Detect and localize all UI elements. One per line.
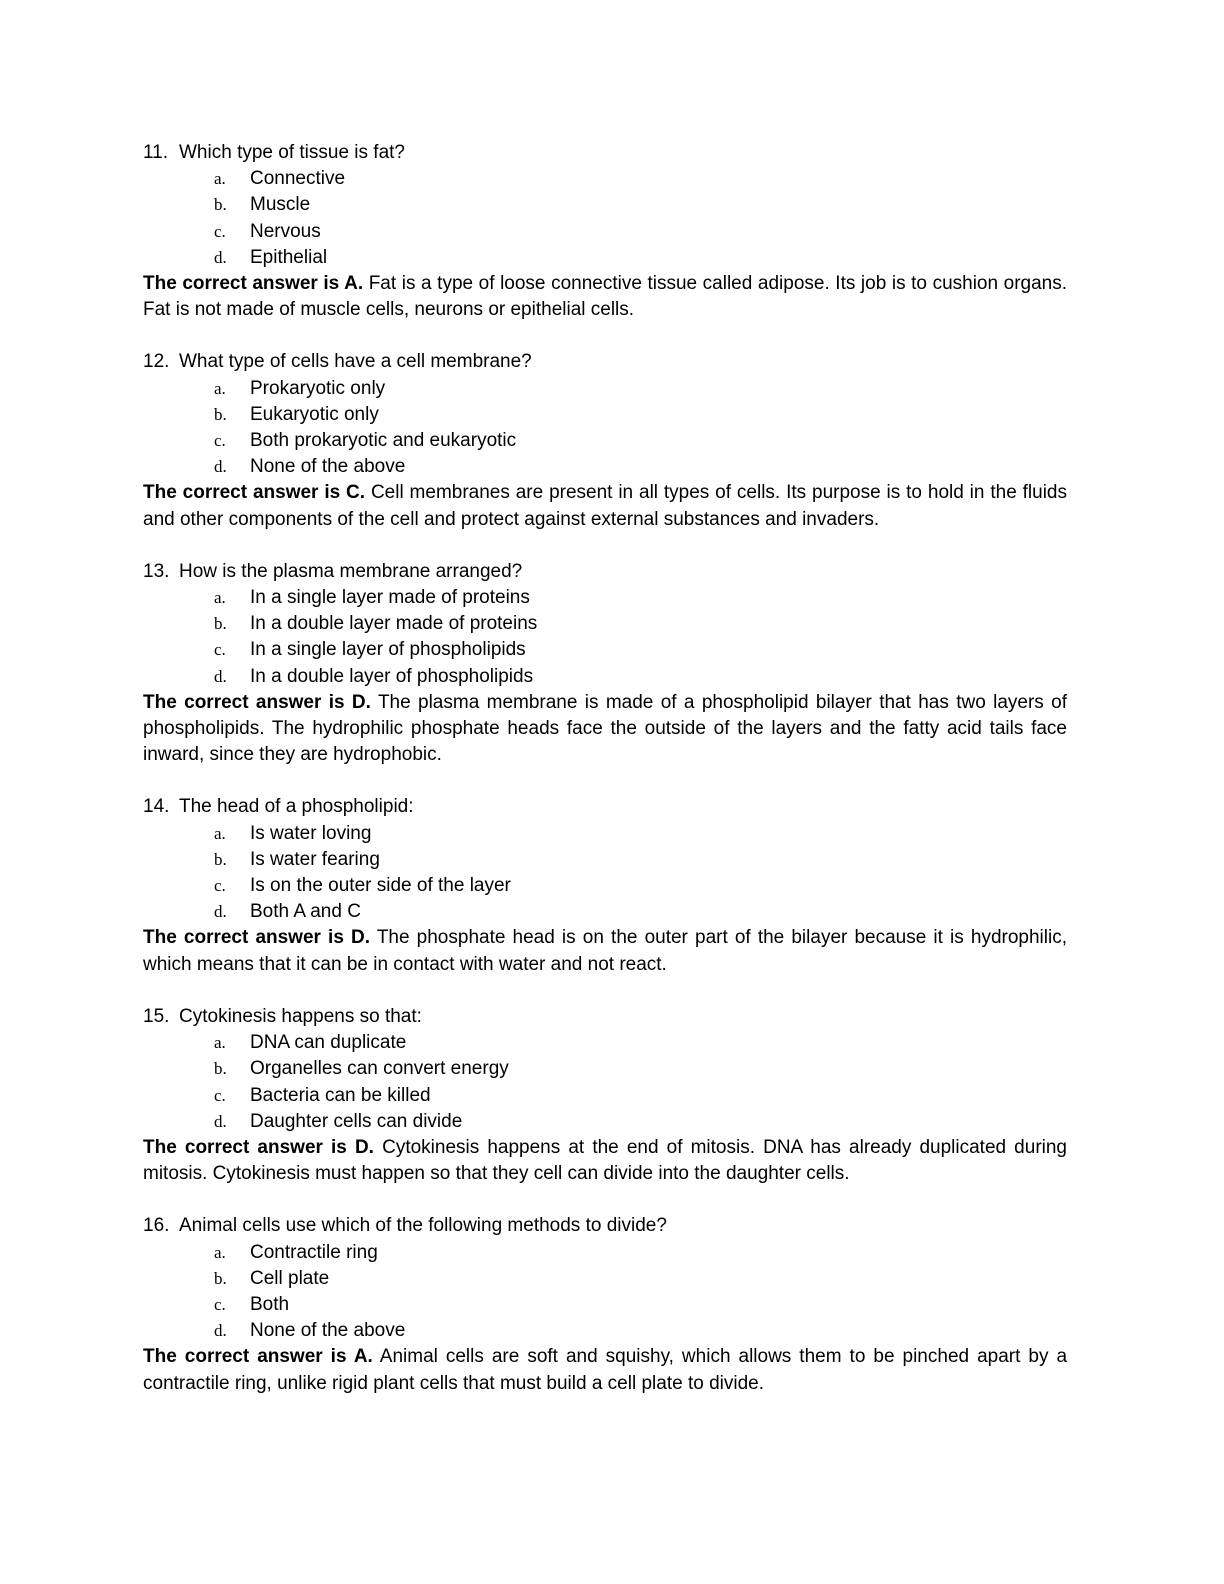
answer-explanation: Fat is a type of loose connective tissue called adipose. Its job is to cushion organs. Fat is not made of muscle cells, neurons or epithelial cells. — [143, 273, 1068, 321]
answer-paragraph — [143, 690, 1067, 769]
answer-label: The correct answer is D. — [143, 1136, 374, 1158]
question-text: Animal cells use which of the following methods to divide? — [179, 1215, 667, 1237]
option-item — [143, 428, 1067, 454]
question-number: 14. — [143, 796, 170, 818]
option-text: Is water fearing — [250, 848, 380, 870]
option-letter: a. — [214, 1033, 226, 1053]
question-line — [143, 794, 1067, 820]
option-letter: d. — [214, 666, 227, 686]
option-letter: d. — [214, 247, 227, 267]
answer-explanation: The phosphate head is on the outer part of the bilayer because it is hydrophilic, which means that it can be in contact with water and not react. — [143, 927, 1067, 975]
answer-label: The correct answer is A. — [143, 273, 364, 295]
option-item — [143, 454, 1067, 480]
option-item — [143, 873, 1067, 899]
answer-paragraph — [143, 1135, 1067, 1187]
option-item — [143, 1240, 1067, 1266]
option-letter: b. — [214, 1268, 227, 1288]
option-letter: a. — [214, 169, 226, 189]
question-text: The head of a phospholipid: — [179, 796, 414, 818]
option-text: Is on the outer side of the layer — [250, 875, 511, 897]
option-list — [143, 166, 1067, 271]
question-number: 13. — [143, 560, 170, 582]
question-line — [143, 1213, 1067, 1239]
answer-explanation: Cytokinesis happens at the end of mitosis. DNA has already duplicated during mitosis. Cytokinesis must happen so that they cell can divide into the daughter cells. — [143, 1136, 1068, 1185]
option-letter: a. — [214, 1242, 226, 1262]
option-item — [143, 1030, 1067, 1056]
option-text: DNA can duplicate — [250, 1032, 407, 1054]
option-text: Bacteria can be killed — [250, 1084, 431, 1106]
option-letter: d. — [214, 1321, 227, 1341]
option-letter: a. — [214, 823, 226, 843]
option-list — [143, 376, 1067, 481]
option-item — [143, 1292, 1067, 1318]
option-item — [143, 847, 1067, 873]
option-text: In a single layer made of proteins — [250, 587, 530, 609]
option-text: Both — [250, 1293, 290, 1315]
question-number: 16. — [143, 1215, 170, 1237]
option-list — [143, 585, 1067, 690]
answer-paragraph — [143, 271, 1067, 323]
option-letter: c. — [214, 221, 226, 241]
option-text: In a double layer of phospholipids — [250, 665, 534, 687]
question-16 — [143, 1213, 1067, 1396]
document-page — [143, 140, 1067, 1423]
option-letter: b. — [214, 614, 227, 634]
option-item — [143, 245, 1067, 271]
question-number: 15. — [143, 1005, 170, 1027]
option-item — [143, 1109, 1067, 1135]
option-letter: d. — [214, 1111, 227, 1131]
question-number: 11. — [143, 142, 169, 163]
option-text: Muscle — [250, 194, 311, 216]
option-letter: d. — [214, 902, 227, 922]
option-text: Both A and C — [250, 901, 361, 923]
option-list — [143, 1030, 1067, 1135]
option-letter: b. — [214, 404, 227, 424]
question-text: How is the plasma membrane arranged? — [179, 560, 523, 582]
answer-paragraph — [143, 925, 1067, 977]
option-text: Organelles can convert energy — [250, 1058, 509, 1080]
option-text: Nervous — [250, 220, 321, 242]
question-line — [143, 1004, 1067, 1030]
option-item — [143, 1266, 1067, 1292]
option-item — [143, 402, 1067, 428]
answer-paragraph — [143, 480, 1067, 532]
question-text: Which type of tissue is fat? — [179, 142, 405, 163]
option-text: Prokaryotic only — [250, 377, 386, 399]
answer-explanation: Cell membranes are present in all types of cells. Its purpose is to hold in the fluids and other components of the cell and protect against external substances and invaders. — [143, 482, 1067, 530]
question-11 — [143, 140, 1067, 323]
question-number: 12. — [143, 351, 170, 373]
option-letter: d. — [214, 457, 227, 477]
question-line — [143, 140, 1067, 166]
question-13 — [143, 559, 1067, 769]
answer-label: The correct answer is D. — [143, 691, 371, 713]
option-letter: b. — [214, 849, 227, 869]
option-text: In a double layer made of proteins — [250, 613, 538, 635]
option-letter: c. — [214, 640, 226, 660]
option-item — [143, 899, 1067, 925]
option-letter: a. — [214, 588, 226, 608]
answer-paragraph — [143, 1344, 1067, 1396]
answer-explanation: The plasma membrane is made of a phospholipid bilayer that has two layers of phospholipids. The hydrophilic phosphate heads face the outside of the layers and the fatty acid tails face inward, since they are hydrophobic. — [143, 691, 1067, 766]
question-line — [143, 559, 1067, 585]
option-item — [143, 1318, 1067, 1344]
option-letter: c. — [214, 1294, 226, 1314]
option-letter: c. — [214, 876, 226, 896]
option-list — [143, 821, 1067, 926]
option-text: None of the above — [250, 1320, 406, 1342]
option-list — [143, 1240, 1067, 1345]
option-text: In a single layer of phospholipids — [250, 639, 526, 661]
answer-explanation: Animal cells are soft and squishy, which allows them to be pinched apart by a contractile ring, unlike rigid plant cells that must build a cell plate to divide. — [143, 1346, 1068, 1394]
option-text: Both prokaryotic and eukaryotic — [250, 430, 517, 452]
option-text: Cell plate — [250, 1267, 330, 1289]
option-text: Connective — [250, 168, 346, 190]
option-letter: c. — [214, 1085, 226, 1105]
option-text: Daughter cells can divide — [250, 1110, 463, 1132]
option-text: Eukaryotic only — [250, 403, 379, 425]
question-line — [143, 349, 1067, 375]
option-text: Epithelial — [250, 246, 328, 268]
option-item — [143, 376, 1067, 402]
option-letter: c. — [214, 431, 226, 451]
answer-label: The correct answer is C. — [143, 482, 366, 504]
option-text: Contractile ring — [250, 1241, 378, 1263]
question-text: Cytokinesis happens so that: — [179, 1005, 422, 1027]
option-item — [143, 664, 1067, 690]
question-15 — [143, 1004, 1067, 1187]
option-text: Is water loving — [250, 822, 372, 844]
question-14 — [143, 794, 1067, 977]
option-item — [143, 821, 1067, 847]
option-letter: b. — [214, 1059, 227, 1079]
option-item — [143, 219, 1067, 245]
option-item — [143, 1083, 1067, 1109]
answer-label: The correct answer is A. — [143, 1346, 373, 1368]
question-text: What type of cells have a cell membrane? — [179, 351, 532, 373]
option-item — [143, 192, 1067, 218]
option-item — [143, 166, 1067, 192]
option-letter: a. — [214, 378, 226, 398]
option-item — [143, 1056, 1067, 1082]
option-item — [143, 585, 1067, 611]
answer-label: The correct answer is D. — [143, 927, 371, 949]
option-text: None of the above — [250, 456, 406, 478]
option-item — [143, 611, 1067, 637]
option-letter: b. — [214, 195, 227, 215]
option-item — [143, 637, 1067, 663]
question-12 — [143, 349, 1067, 532]
